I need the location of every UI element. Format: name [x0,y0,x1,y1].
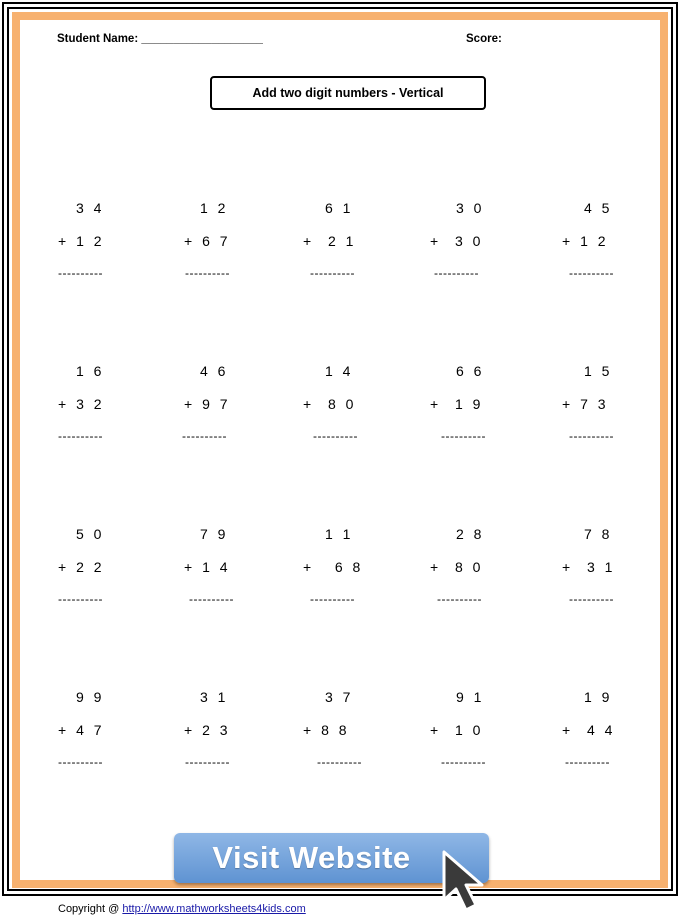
addend-top: 7 8 [584,526,613,542]
answer-line: ---------- [565,755,610,769]
addend-top: 9 9 [76,689,105,705]
addend-top: 9 1 [456,689,485,705]
addend-top: 4 5 [584,200,613,216]
website-link[interactable]: http://www.mathworksheets4kids.com [122,903,306,915]
visit-website-label: Visit Website [212,840,411,875]
answer-line: ---------- [185,755,230,769]
addend-top: 3 0 [456,200,485,216]
score-label: Score: [466,33,502,45]
answer-line: ---------- [58,755,103,769]
addend-bottom: + 2 2 [58,559,105,575]
addend-bottom: + 4 4 [562,722,616,738]
addend-bottom: + 6 7 [184,233,231,249]
answer-line: ---------- [317,755,362,769]
addend-bottom: + 8 8 [303,722,350,738]
answer-line: ---------- [189,592,234,606]
addend-top: 7 9 [200,526,229,542]
answer-line: ---------- [58,266,103,280]
answer-line: ---------- [310,592,355,606]
answer-line: ---------- [182,429,227,443]
answer-line: ---------- [569,266,614,280]
addend-bottom: + 2 1 [303,233,357,249]
answer-line: ---------- [437,592,482,606]
addend-top: 1 5 [584,363,613,379]
addend-top: 3 1 [200,689,229,705]
addend-bottom: + 3 0 [430,233,484,249]
worksheet-title-text: Add two digit numbers - Vertical [252,86,444,100]
addend-top: 6 6 [456,363,485,379]
answer-line: ---------- [310,266,355,280]
addend-bottom: + 6 8 [303,559,364,575]
addend-top: 5 0 [76,526,105,542]
answer-line: ---------- [313,429,358,443]
addend-bottom: + 4 7 [58,722,105,738]
addend-top: 1 6 [76,363,105,379]
student-name-label: Student Name: ___________________ [57,33,263,45]
mouse-pointer-icon [438,848,494,914]
worksheet-title [210,76,486,110]
answer-line: ---------- [58,592,103,606]
addend-bottom: + 2 3 [184,722,231,738]
addend-bottom: + 8 0 [303,396,357,412]
addend-top: 3 4 [76,200,105,216]
addend-bottom: + 9 7 [184,396,231,412]
addend-top: 3 7 [325,689,354,705]
addend-top: 1 4 [325,363,354,379]
copyright-line [58,903,306,915]
copyright-prefix: Copyright @ [58,903,123,915]
addend-top: 1 2 [200,200,229,216]
answer-line: ---------- [58,429,103,443]
addend-bottom: + 7 3 [562,396,609,412]
answer-line: ---------- [434,266,479,280]
addend-top: 2 8 [456,526,485,542]
addend-bottom: + 1 9 [430,396,484,412]
addend-top: 4 6 [200,363,229,379]
addend-bottom: + 1 4 [184,559,231,575]
addend-top: 1 9 [584,689,613,705]
addend-bottom: + 1 0 [430,722,484,738]
addend-bottom: + 1 2 [58,233,105,249]
answer-line: ---------- [569,592,614,606]
answer-line: ---------- [441,755,486,769]
addend-bottom: + 8 0 [430,559,484,575]
answer-line: ---------- [185,266,230,280]
addend-top: 6 1 [325,200,354,216]
answer-line: ---------- [569,429,614,443]
addend-bottom: + 1 2 [562,233,609,249]
answer-line: ---------- [441,429,486,443]
addend-bottom: + 3 1 [562,559,616,575]
addend-bottom: + 3 2 [58,396,105,412]
addend-top: 1 1 [325,526,354,542]
